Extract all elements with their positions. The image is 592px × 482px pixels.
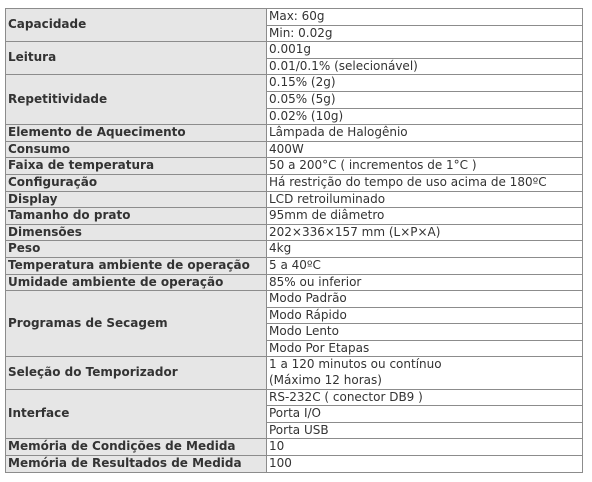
- spec-value: Modo Padrão: [269, 291, 347, 306]
- spec-value-cell: [267, 241, 583, 258]
- spec-label: Configuração: [6, 174, 267, 191]
- spec-row: [6, 456, 583, 473]
- spec-value-cell: [267, 158, 583, 175]
- spec-value-cell: [267, 224, 583, 241]
- spec-value: Modo Por Etapas: [267, 340, 582, 357]
- spec-row: [6, 291, 583, 357]
- spec-row: [6, 224, 583, 241]
- spec-value: 100: [269, 456, 292, 471]
- spec-value: 0.05% (5g): [267, 91, 582, 108]
- spec-value-cell: [267, 456, 583, 473]
- spec-row: [6, 241, 583, 258]
- spec-label: Leitura: [6, 42, 267, 75]
- spec-row: [6, 257, 583, 274]
- spec-value: Min: 0.02g: [267, 25, 582, 42]
- spec-row: [6, 191, 583, 208]
- spec-row: [6, 389, 583, 439]
- spec-value: RS-232C ( conector DB9 ): [269, 389, 423, 404]
- spec-value-cell: [267, 257, 583, 274]
- spec-row: [6, 439, 583, 456]
- spec-label: Peso: [6, 241, 267, 258]
- spec-value-cell: [267, 191, 583, 208]
- spec-value: 4kg: [269, 241, 292, 256]
- spec-value: 0.01/0.1% (selecionável): [267, 58, 582, 75]
- spec-value: Modo Lento: [267, 323, 582, 340]
- spec-row: [6, 125, 583, 142]
- spec-value: 50 a 200°C ( incrementos de 1°C ): [269, 158, 477, 173]
- spec-value: Modo Rápido: [267, 307, 582, 324]
- spec-value: 1 a 120 minutos ou contínuo: [269, 357, 442, 372]
- spec-label: Memória de Resultados de Medida: [6, 456, 267, 473]
- spec-value-cell: [267, 75, 583, 125]
- spec-row: [6, 9, 583, 42]
- spec-label: Programas de Secagem: [6, 291, 267, 357]
- spec-row: [6, 141, 583, 158]
- spec-value-cell: [267, 439, 583, 456]
- spec-label: Memória de Condições de Medida: [6, 439, 267, 456]
- spec-value: Porta USB: [267, 422, 582, 439]
- spec-value: 202×336×157 mm (L×P×A): [269, 224, 441, 239]
- spec-value: Lâmpada de Halogênio: [269, 125, 408, 140]
- spec-row: [6, 174, 583, 191]
- spec-label: Tamanho do prato: [6, 208, 267, 225]
- spec-label: Faixa de temperatura: [6, 158, 267, 175]
- spec-value: 85% ou inferior: [269, 274, 362, 289]
- spec-value: LCD retroiluminado: [269, 191, 386, 206]
- spec-value: 0.15% (2g): [269, 75, 336, 90]
- spec-value-cell: [267, 274, 583, 291]
- spec-value-cell: [267, 389, 583, 439]
- spec-value: (Máximo 12 horas): [269, 373, 382, 388]
- spec-row: [6, 357, 583, 389]
- spec-label: Dimensões: [6, 224, 267, 241]
- spec-label: Elemento de Aquecimento: [6, 125, 267, 142]
- spec-value: 5 a 40ºC: [269, 257, 321, 272]
- spec-label: Consumo: [6, 141, 267, 158]
- specifications-table: [5, 8, 583, 473]
- spec-value-cell: [267, 9, 583, 42]
- spec-value-cell: [267, 42, 583, 75]
- specifications-table-body: [6, 9, 583, 473]
- spec-label: Interface: [6, 389, 267, 439]
- spec-row: [6, 208, 583, 225]
- spec-value: Max: 60g: [269, 9, 325, 23]
- spec-row: [6, 75, 583, 125]
- spec-value: 10: [269, 439, 285, 454]
- spec-value: Há restrição do tempo de uso acima de 180ºC: [269, 174, 547, 189]
- spec-value: 0.001g: [269, 42, 311, 57]
- spec-label: Temperatura ambiente de operação: [6, 257, 267, 274]
- spec-value-cell: [267, 208, 583, 225]
- spec-label: Umidade ambiente de operação: [6, 274, 267, 291]
- spec-label: Repetitividade: [6, 75, 267, 125]
- spec-value-cell: [267, 125, 583, 142]
- spec-label: Seleção do Temporizador: [6, 357, 267, 389]
- spec-value: 400W: [269, 141, 304, 156]
- spec-row: [6, 158, 583, 175]
- spec-value-cell: [267, 291, 583, 357]
- spec-value: Porta I/O: [267, 405, 582, 422]
- spec-row: [6, 42, 583, 75]
- spec-value-cell: [267, 141, 583, 158]
- spec-row: [6, 274, 583, 291]
- spec-value: 95mm de diâmetro: [269, 208, 385, 223]
- spec-value: 0.02% (10g): [267, 108, 582, 125]
- spec-value-cell: [267, 174, 583, 191]
- spec-value-cell: [267, 357, 583, 389]
- spec-label: Display: [6, 191, 267, 208]
- spec-label: Capacidade: [6, 9, 267, 42]
